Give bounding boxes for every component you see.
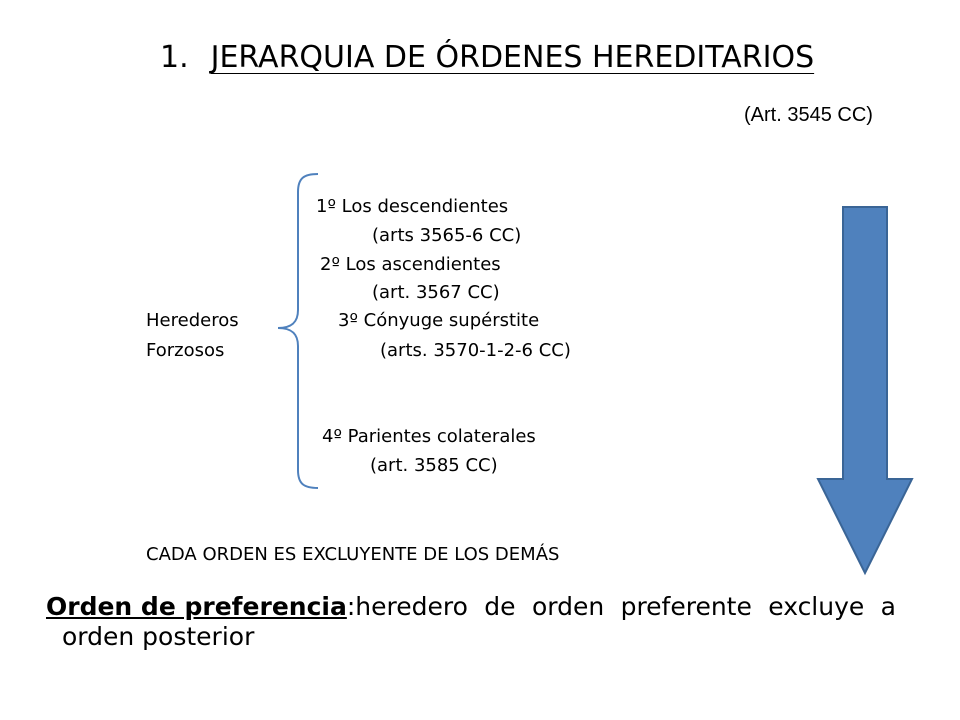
preference-separator: : bbox=[346, 592, 356, 621]
order-2-article: (art. 3567 CC) bbox=[372, 282, 500, 303]
order-1-name: 1º Los descendientes bbox=[316, 196, 509, 217]
order-3-name: 3º Cónyuge supérstite bbox=[338, 310, 540, 331]
preference-lead: Orden de preferencia bbox=[46, 592, 347, 621]
brace-icon bbox=[270, 170, 330, 495]
order-1-article: (arts 3565-6 CC) bbox=[372, 225, 522, 246]
group-label-line2: Forzosos bbox=[146, 340, 225, 361]
page-title bbox=[160, 40, 814, 75]
order-4-name: 4º Parientes colaterales bbox=[322, 426, 536, 447]
preference-line1 bbox=[46, 592, 896, 622]
group-label-line1: Herederos bbox=[146, 310, 239, 331]
article-reference: (Art. 3545 CC) bbox=[744, 104, 873, 126]
preference-text-continued: orden posterior bbox=[62, 622, 255, 651]
title-number: 1. bbox=[160, 40, 189, 75]
title-text: JERARQUIA DE ÓRDENES HEREDITARIOS bbox=[210, 40, 815, 75]
order-3-article: (arts. 3570-1-2-6 CC) bbox=[380, 340, 571, 361]
down-arrow-icon bbox=[815, 205, 915, 577]
order-4-article: (art. 3585 CC) bbox=[370, 455, 498, 476]
preference-text: heredero de orden preferente excluye a bbox=[355, 592, 896, 621]
exclusion-note: CADA ORDEN ES EXCLUYENTE DE LOS DEMÁS bbox=[146, 544, 560, 565]
order-2-name: 2º Los ascendientes bbox=[320, 254, 501, 275]
